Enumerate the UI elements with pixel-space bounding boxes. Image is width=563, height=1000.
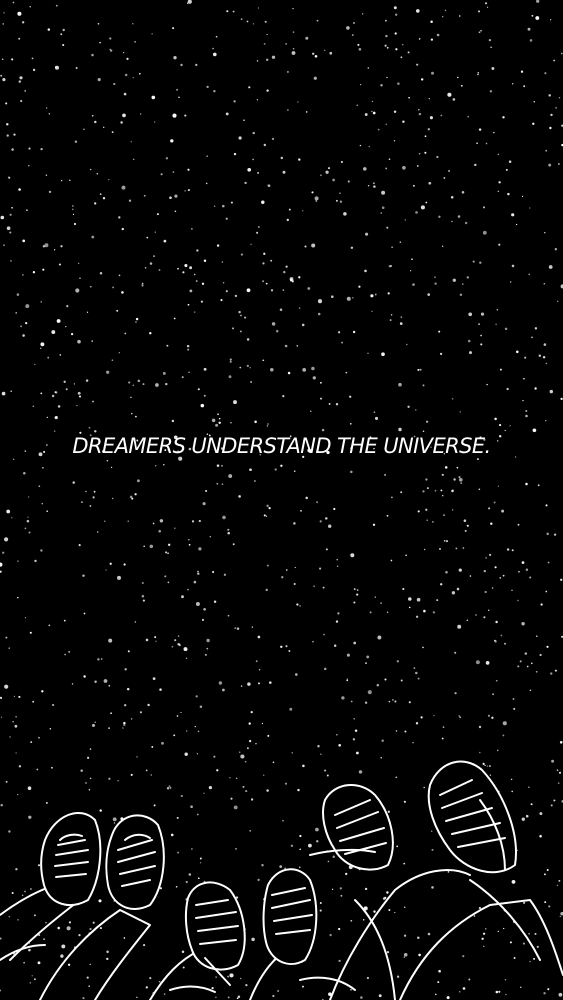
- sneaker-right-2: [400, 762, 563, 1000]
- quote-text: DREAMERS UNDERSTAND THE UNIVERSE.: [72, 434, 491, 458]
- sneaker-middle-2: [250, 869, 316, 1000]
- sneaker-middle-1: [150, 882, 245, 1000]
